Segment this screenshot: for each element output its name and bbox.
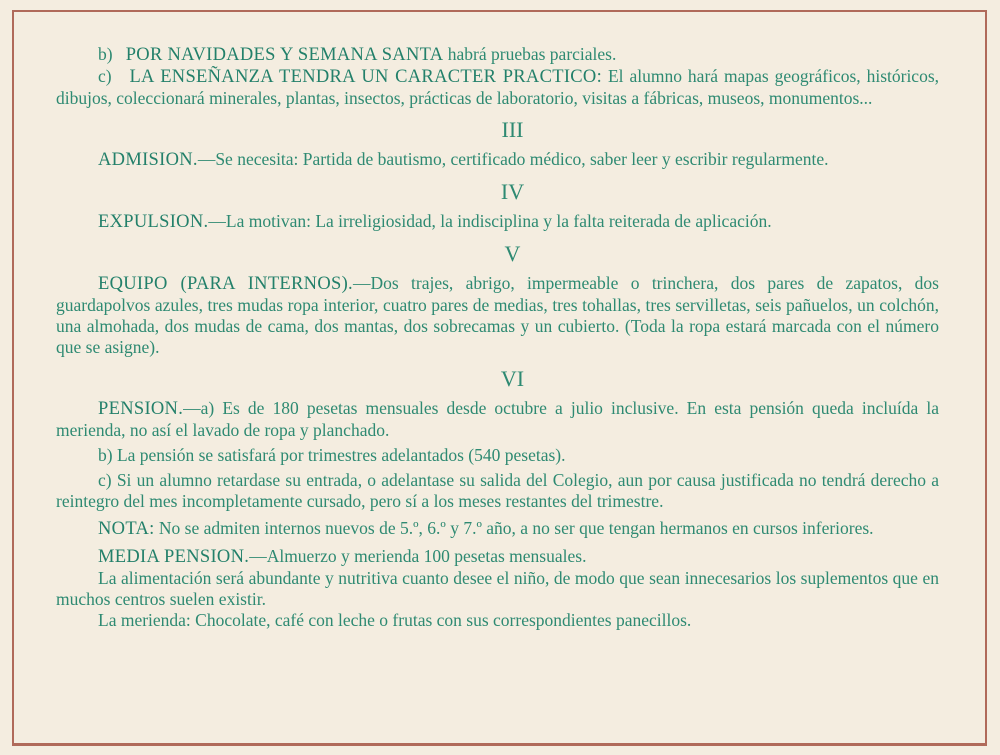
paragraph-pension-a: [56, 398, 939, 441]
item-label: c): [98, 66, 112, 86]
paragraph-c: [56, 66, 939, 109]
paragraph-pension-b: b) La pensión se satisfará por trimestres adelantados (540 pesetas).: [98, 445, 566, 465]
section-heading: LA ENSEÑANZA TENDRA UN CARACTER PRACTICO:: [129, 67, 603, 87]
paragraph-alimentacion: La alimentación será abundante y nutritiva cuanto desee el niño, de modo que sean innecesarios los suplementos que en muchos centros suelen existir.: [56, 568, 939, 609]
paragraph-nota: [56, 518, 939, 540]
section-heading: POR NAVIDADES Y SEMANA SANTA: [125, 45, 444, 65]
paragraph-text: —Se necesita: Partida de bautismo, certificado médico, saber leer y escribir regularmente.: [197, 149, 829, 169]
roman-numeral-heading: IV: [500, 179, 525, 204]
item-label: b): [98, 44, 113, 64]
paragraph-text: —Almuerzo y merienda 100 pesetas mensuales.: [249, 546, 587, 566]
section-heading: NOTA:: [98, 519, 155, 539]
paragraph-b: [56, 44, 939, 66]
paragraph-text: El alumno hará mapas geográficos, históricos, dibujos, coleccionará minerales, plantas, insectos, prácticas de laboratorio, visitas a fábricas, museos, monumentos...: [56, 66, 940, 108]
roman-numeral-heading: V: [504, 241, 521, 266]
paragraph-text: No se admiten internos nuevos de 5.º, 6.º y 7.º año, a no ser que tengan hermanos en cursos inferiores.: [154, 518, 874, 538]
section-heading: EQUIPO (PARA INTERNOS).: [98, 274, 353, 294]
roman-numeral-heading: VI: [500, 366, 525, 391]
document-body: [56, 44, 939, 631]
paragraph-expulsion: [56, 211, 939, 233]
roman-numeral-heading: III: [501, 117, 524, 142]
paragraph-equipo: [56, 273, 939, 358]
paragraph-text: —a) Es de 180 pesetas mensuales desde octubre a julio inclusive. En esta pensión queda incluída la merienda, no así el lavado de ropa y planchado.: [56, 398, 939, 440]
section-heading: EXPULSION.: [98, 212, 209, 232]
paragraph-text: —La motivan: La irreligiosidad, la indisciplina y la falta reiterada de aplicación.: [208, 211, 772, 231]
paragraph-text: habrá pruebas parciales.: [443, 44, 617, 64]
paragraph-admision: [56, 149, 939, 171]
paragraph-text: —Dos trajes, abrigo, impermeable o trinchera, dos pares de zapatos, dos guardapolvos azules, tres mudas ropa interior, cuatro pares de medias, tres tohallas, tres servilletas, seis pañuelos, un colchón, una almohada, dos mudas de cama, dos mantas, dos sobrecamas y un cubierto. (Toda la ropa estará marcada con el número que se asigne).: [56, 273, 939, 357]
section-heading: ADMISION.: [98, 150, 198, 170]
paragraph-merienda: La merienda: Chocolate, café con leche o frutas con sus correspondientes panecillos.: [98, 610, 692, 630]
paragraph-media-pension: [56, 546, 939, 568]
paragraph-pension-c: c) Si un alumno retardase su entrada, o adelantase su salida del Colegio, aun por causa justificada no tendrá derecho a reintegro del mes incompletamente cursado, pero sí a los meses restantes del trimestre.: [56, 470, 939, 511]
section-heading: PENSION.: [98, 399, 184, 419]
section-heading: MEDIA PENSION.: [98, 547, 250, 567]
